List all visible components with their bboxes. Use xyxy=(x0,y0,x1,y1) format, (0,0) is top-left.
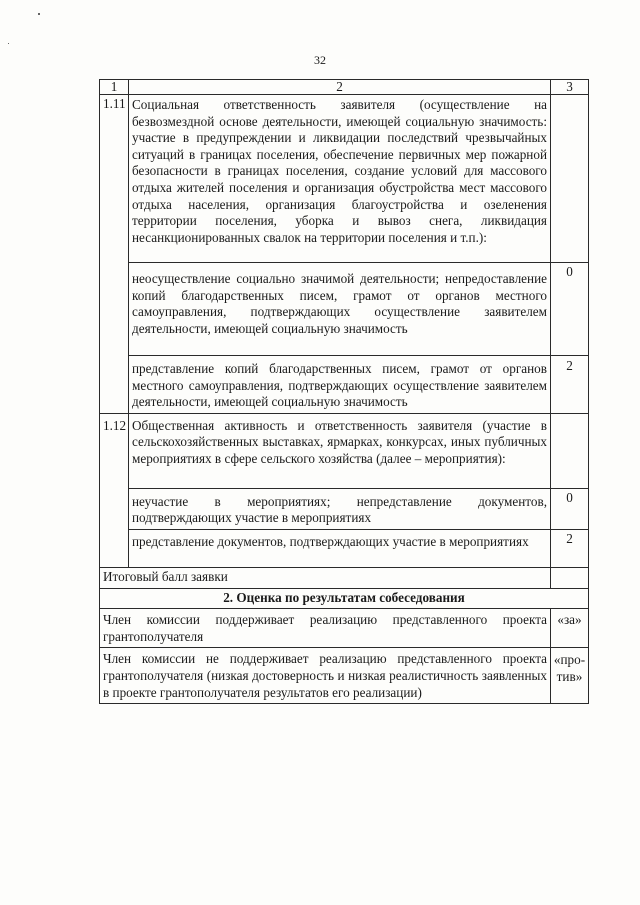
total-score-label: Итоговый балл заявки xyxy=(100,567,551,588)
criterion-description: Общественная активность и ответственность заявителя (участие в сельскохозяйственных выставках, ярмарках, конкурсах, иных публичных мероприятиях в сфере сельского хозяйства (далее – мероприятия): xyxy=(129,413,551,488)
option-row xyxy=(100,529,589,567)
interview-mark: «про-тив» xyxy=(551,648,589,704)
option-row xyxy=(100,488,589,529)
total-row xyxy=(100,567,589,588)
section-heading-row xyxy=(100,588,589,609)
criterion-description: Социальная ответственность заявителя (осуществление на безвозмездной основе деятельности, имеющей социальную значимость: участие в предупреждении и ликвидации последствий чрезвычайных ситуаций в границах поселения, обеспечение первичных мер пожарной безопасности в границах поселения, создание условий для массового отдыха жителей поселения и организация обустройства мест массового отдыха населения, организация благоустройства и озеленения территории поселения, уборка и вывоз снега, ликвидация несанкционированных свалок на территории поселения и т.п.): xyxy=(129,95,551,263)
header-col-1: 1 xyxy=(100,80,129,95)
option-score: 2 xyxy=(551,356,589,414)
option-text: неосуществление социально значимой деятельности; непредоставление копий благодарственных писем, грамот от органов местного самоуправления, подтверждающих осуществление заявителем деятельности, имеющей социальную значимость xyxy=(129,263,551,356)
section-2-title: 2. Оценка по результатам собеседования xyxy=(100,588,589,609)
interview-row xyxy=(100,609,589,648)
score-cell-empty xyxy=(551,95,589,263)
option-row xyxy=(100,263,589,356)
header-col-2: 2 xyxy=(129,80,551,95)
interview-row xyxy=(100,648,589,704)
option-text: представление документов, подтверждающих участие в мероприятиях xyxy=(129,529,551,567)
criterion-row-1-12 xyxy=(100,413,589,488)
table-header-row xyxy=(100,80,589,95)
header-col-3: 3 xyxy=(551,80,589,95)
total-score-value xyxy=(551,567,589,588)
option-score: 0 xyxy=(551,263,589,356)
criterion-number: 1.11 xyxy=(100,95,129,414)
option-text: представление копий благодарственных писем, грамот от органов местного самоуправления, подтверждающих осуществление заявителем деятельности, имеющей социальную значимость xyxy=(129,356,551,414)
scan-speck xyxy=(38,13,40,15)
interview-option-text: Член комиссии поддерживает реализацию представленного проекта грантополучателя xyxy=(100,609,551,648)
criteria-table xyxy=(99,79,589,704)
option-score: 2 xyxy=(551,529,589,567)
interview-option-text: Член комиссии не поддерживает реализацию представленного проекта грантополучателя (низкая достоверность и низкая реалистичность заявленных в проекте грантополучателя результатов его реализации) xyxy=(100,648,551,704)
scan-speck xyxy=(8,43,9,44)
page-number: 32 xyxy=(314,53,326,67)
criterion-row-1-11 xyxy=(100,95,589,263)
option-row xyxy=(100,356,589,414)
option-text: неучастие в мероприятиях; непредставление документов, подтверждающих участие в мероприятиях xyxy=(129,488,551,529)
criterion-number: 1.12 xyxy=(100,413,129,567)
score-cell-empty xyxy=(551,413,589,488)
interview-mark: «за» xyxy=(551,609,589,648)
option-score: 0 xyxy=(551,488,589,529)
